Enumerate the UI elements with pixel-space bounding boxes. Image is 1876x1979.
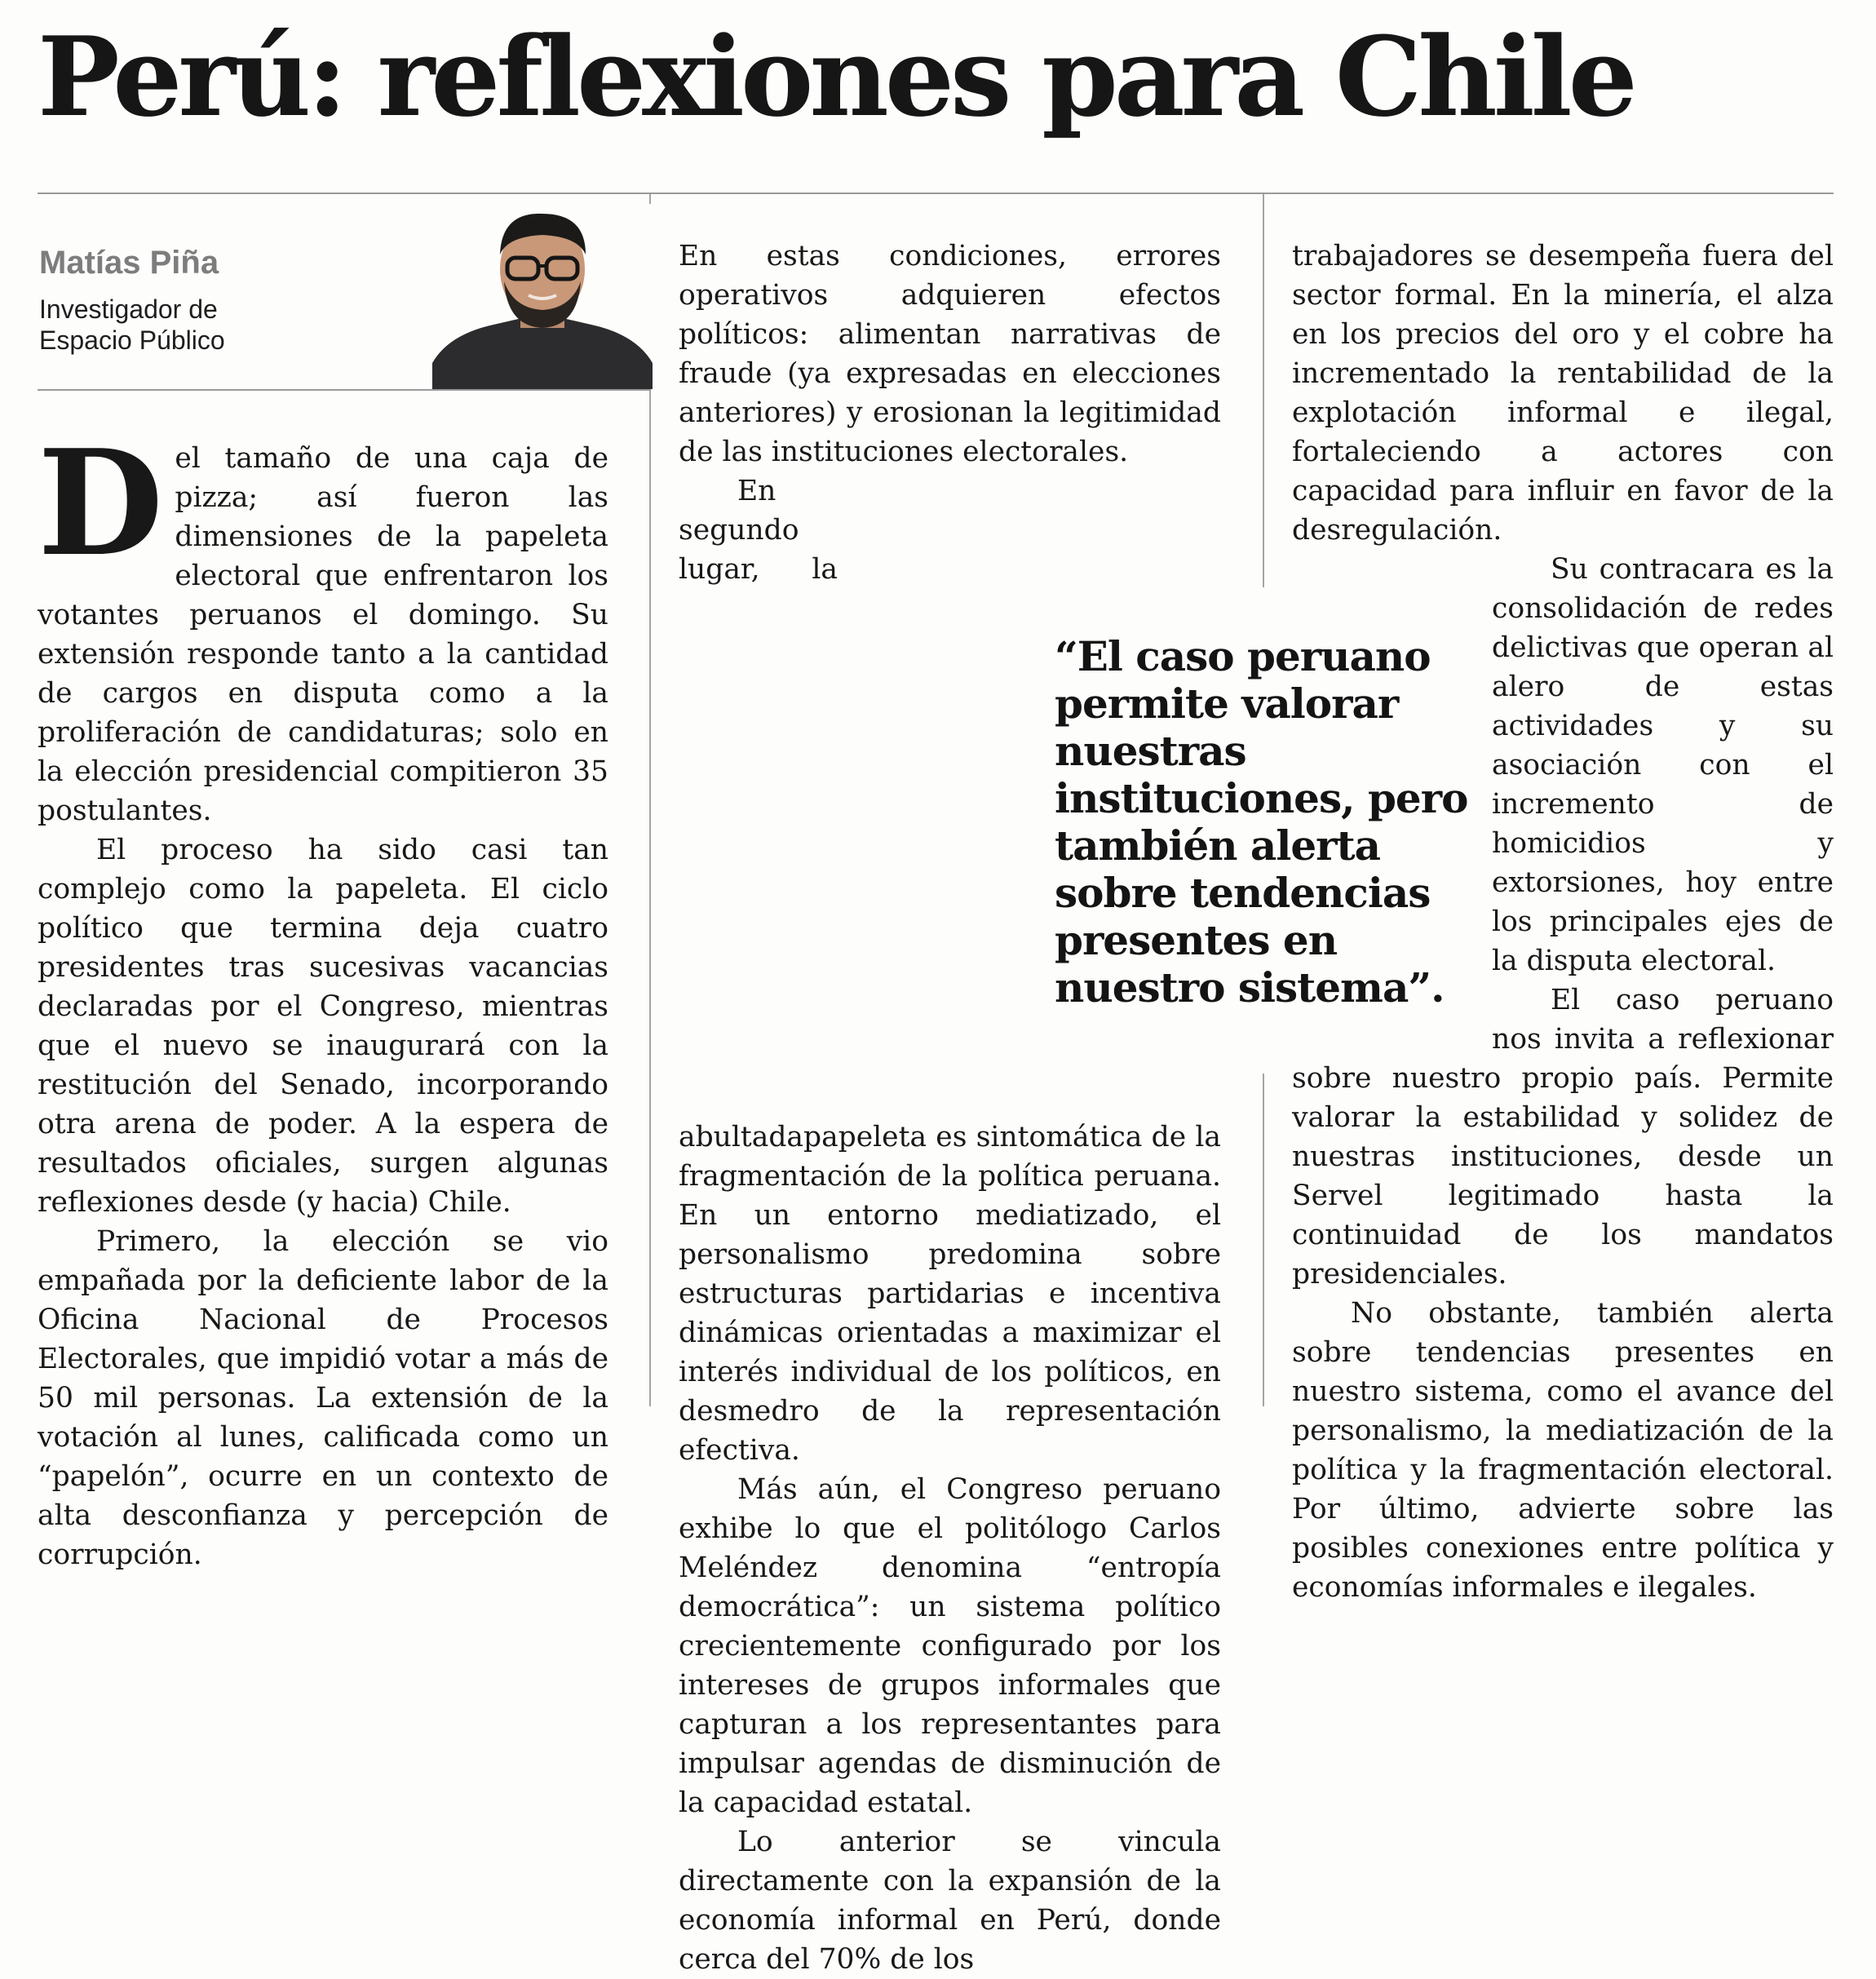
body-column-2 bbox=[679, 237, 1221, 1979]
author-role-line-2: Espacio Público bbox=[39, 325, 225, 355]
body-column-1 bbox=[38, 418, 608, 1574]
author-name: Matías Piña bbox=[39, 245, 219, 281]
pull-quote: “El caso peruano permite valorar nuestras instituciones, pero también alerta sobre tendencias presentes en nuestro sistema”. bbox=[1055, 632, 1468, 1012]
paragraph: trabajadores se desempeña fuera del sector formal. En la minería, el alza en los precios del oro y el cobre ha incrementado la rentabilidad de la explotación informal e ilegal, fortaleciendo a actores con capacidad para influir en favor de la desregulación. bbox=[1292, 240, 1834, 547]
column-divider-2-lower bbox=[1263, 1074, 1264, 1406]
paragraph-text: En segundo lugar, la abultadapapeleta es sintomática de la fragmentación de la política peruana. En un entorno mediatizado, el personalismo predomina sobre estructuras partidarias e incentiva dinámicas orientadas a maximizar el interés individual de los políticos, en desmedro de la representación efectiva. bbox=[679, 475, 1221, 1467]
author-portrait-icon bbox=[432, 204, 653, 389]
paragraph: Primero, la elección se vio empañada por la deficiente labor de la Oficina Nacional de Procesos Electorales, que impidió votar a más de 50 mil personas. La extensión de la votación al lunes, calificada como un “papelón”, ocurre en un contexto de alta desconfianza y percepción de corrupción. bbox=[38, 1225, 608, 1571]
article-title: Perú: reflexiones para Chile bbox=[38, 12, 1634, 141]
paragraph-text: Su contracara es la consolidación de redes delictivas que operan al alero de estas actividades y su asociación con el incremento de homicidios y extorsiones, hoy entre los principales ejes de la disputa electoral. bbox=[1492, 553, 1834, 977]
paragraph: No obstante, también alerta sobre tendencias presentes en nuestro sistema, como el avance del personalismo, la mediatización de la política y la fragmentación electoral. Por último, advierte sobre las posibles conexiones entre política y economías informales e ilegales. bbox=[1292, 1297, 1834, 1604]
paragraph: Lo anterior se vincula directamente con la expansión de la economía informal en Perú, donde cerca del 70% de los bbox=[679, 1826, 1221, 1976]
paragraph: El caso peruano nos invita a reflexionar sobre nuestro propio país. Permite valorar la estabilidad y solidez de nuestras instituciones, desde un Servel legitimado hasta la continuidad de los mandatos presidenciales. bbox=[1292, 984, 1834, 1291]
paragraph: En estas condiciones, errores operativos adquieren efectos políticos: alimentan narrativas de fraude (ya expresadas en elecciones anteriores) y erosionan la legitimidad de las instituciones electorales. bbox=[679, 240, 1221, 468]
column-divider-2 bbox=[1263, 194, 1264, 587]
top-divider bbox=[38, 193, 1834, 194]
byline-divider bbox=[38, 389, 651, 391]
paragraph-lead: Del tamaño de una caja de pizza; así fueron las dimensiones de la papeleta electoral que enfrentaron los votantes peruanos el domingo. Su extensión responde tanto a la cantidad de cargos en disputa como a la proliferación de candidaturas; solo en la elección presidencial compitieron 35 postulantes. bbox=[38, 418, 608, 827]
paragraph: Más aún, el Congreso peruano exhibe lo que el politólogo Carlos Meléndez denomina “entropía democrática”: un sistema político crecientemente configurado por los intereses de grupos informales que capturan a los representantes para impulsar agendas de disminución de la capacidad estatal. bbox=[679, 1473, 1221, 1819]
author-portrait bbox=[432, 204, 653, 389]
paragraph: El proceso ha sido casi tan complejo como la papeleta. El ciclo político que termina deja cuatro presidentes tras sucesivas vacancias declaradas por el Congreso, mientras que el nuevo se inaugurará con la restitución del Senado, incorporando otra arena de poder. A la espera de resultados oficiales, surgen algunas reflexiones desde (y hacia) Chile. bbox=[38, 834, 608, 1219]
author-role bbox=[39, 294, 225, 356]
author-role-line-1: Investigador de bbox=[39, 294, 218, 324]
